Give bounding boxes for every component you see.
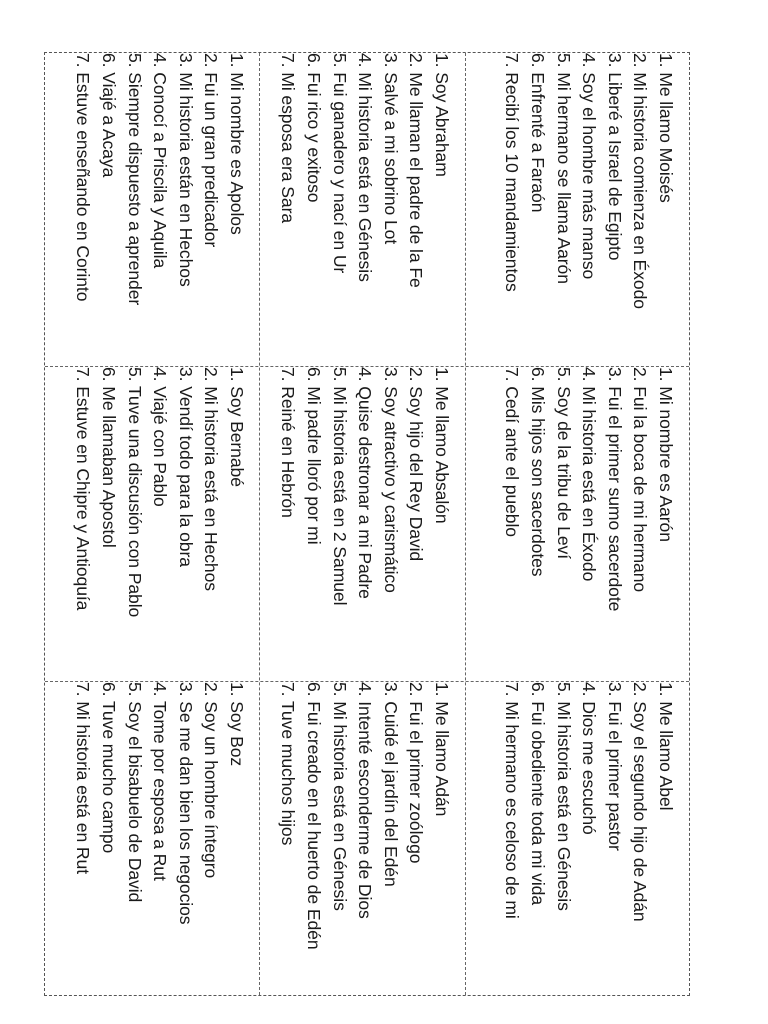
card-sheet: [44, 52, 690, 996]
clue-item: 3. Fui el primer sumo sacerdote: [604, 367, 625, 612]
clue-item: 2. Me llaman el padre de la Fe: [406, 53, 427, 288]
clue-item: 7. Tuve muchos hijos: [278, 682, 299, 846]
clue-item: 4. Mi historia está en Éxodo: [579, 367, 600, 582]
clue-list: [275, 53, 454, 366]
clue-item: 4. Tome por esposa a Rut: [150, 682, 171, 881]
clue-card-absalon: [260, 367, 465, 681]
clue-card-apolos: [45, 53, 259, 366]
clue-list: [499, 682, 678, 996]
clue-item: 6. Mis hijos son sacerdotes: [528, 367, 549, 577]
clue-item: 3. Fui el primer pastor: [604, 682, 625, 851]
clue-item: 3. Liberé a Israel de Egipto: [604, 53, 625, 261]
clue-item: 7. Estuve enseñando en Corinto: [73, 53, 94, 302]
clue-item: 5. Tuve una discusión con Pablo: [124, 367, 145, 618]
clue-item: 2. Soy el segundo hijo de Adán: [630, 682, 651, 922]
card-content: [457, 53, 682, 366]
clue-item: 1. Me llamo Moisés: [656, 53, 676, 203]
clue-item: 6. Enfrenté a Faraón: [528, 53, 549, 213]
clue-card-abraham: [260, 53, 465, 366]
card-content: [253, 367, 458, 681]
card-content: [253, 53, 458, 366]
clue-item: 2. Soy hijo del Rey David: [406, 367, 427, 562]
clue-card-bernabe: [45, 367, 259, 681]
clue-item: 1. Soy Bernabé: [227, 367, 247, 487]
clue-item: 5. Soy el bisabuelo de David: [124, 682, 145, 903]
clue-item: 4. Dios me escuchó: [579, 682, 600, 835]
clue-item: 6. Me llamaban Apostol: [99, 367, 120, 548]
clue-item: 1. Me llamo Adán: [432, 682, 452, 817]
clue-item: 7. Recibí los 10 mandamientos: [502, 53, 523, 292]
clue-item: 7. Mi hermano es celoso de mi: [502, 682, 523, 919]
clue-card-aaron: [466, 367, 691, 681]
clue-item: 4. Conocí a Priscila y Aquila: [150, 53, 171, 269]
card-content: [39, 682, 253, 996]
clue-list: [70, 53, 249, 366]
clue-item: 4. Mi historia está en Génesis: [355, 53, 376, 282]
clue-item: 4. Quise destronar a mi Padre: [355, 367, 376, 599]
clue-item: 2. Fui la boca de mi hermano: [630, 367, 651, 593]
clue-card-booz: [45, 682, 259, 996]
clue-item: 1. Me llamo Abel: [656, 682, 676, 811]
clue-item: 4. Soy el hombre más manso: [579, 53, 600, 280]
clue-list: [275, 367, 454, 681]
card-content: [457, 367, 682, 681]
clue-item: 6. Fui obediente toda mi vida: [528, 682, 549, 906]
clue-item: 3. Salvé a mi sobrino Lot: [380, 53, 401, 245]
clue-item: 5. Soy de la tribu de Leví: [553, 367, 574, 560]
clue-item: 7. Estuve en Chipre y Antioquía: [73, 367, 94, 611]
clue-item: 5. Mi historia está en 2 Samuel: [329, 367, 350, 606]
clue-item: 6. Fui rico y exitoso: [304, 53, 325, 203]
clue-item: 1. Me llamo Absalón: [432, 367, 452, 524]
clue-list: [499, 367, 678, 681]
clue-card-abel: [466, 682, 691, 996]
clue-item: 3. Cuidé el jardín del Edén: [380, 682, 401, 887]
clue-list: [499, 53, 678, 366]
clue-list: [70, 682, 249, 996]
clue-item: 2. Fui el primer zoólogo: [406, 682, 427, 864]
card-content: [457, 682, 682, 996]
clue-item: 3. Mi historia están en Hechos: [175, 53, 196, 287]
clue-item: 5. Mi hermano se llama Aarón: [553, 53, 574, 284]
clue-item: 4. Viajé con Pablo: [150, 367, 171, 507]
clue-item: 3. Se me dan bien los negocios: [175, 682, 196, 925]
clue-list: [275, 682, 454, 996]
clue-item: 7. Mi historia está en Rut: [73, 682, 94, 874]
card-content: [253, 682, 458, 996]
clue-item: 2. Fui un gran predicador: [201, 53, 222, 248]
clue-item: 4. Intenté esconderme de Dios: [355, 682, 376, 919]
card-content: [39, 53, 253, 366]
clue-item: 7. Reiné en Hebrón: [278, 367, 299, 518]
clue-item: 2. Soy un hombre íntegro: [201, 682, 222, 879]
clue-item: 5. Fui ganadero y nací en Ur: [329, 53, 350, 274]
clue-item: 1. Mi nombre es Apolos: [227, 53, 247, 235]
clue-item: 7. Mi esposa era Sara: [278, 53, 299, 224]
card-content: [39, 367, 253, 681]
clue-list: [70, 367, 249, 681]
clue-item: 1. Soy Abraham: [432, 53, 452, 177]
clue-item: 5. Siempre dispuesto a aprender: [124, 53, 145, 306]
clue-item: 5. Mi historia está en Génesis: [553, 682, 574, 911]
clue-item: 6. Mi padre lloró por mi: [304, 367, 325, 545]
clue-card-moises: [466, 53, 691, 366]
clue-item: 6. Tuve mucho campo: [99, 682, 120, 854]
clue-card-adan: [260, 682, 465, 996]
clue-item: 2. Mi historia comienza en Éxodo: [630, 53, 651, 309]
clue-item: 5. Mi historia está en Génesis: [329, 682, 350, 911]
clue-item: 1. Soy Boz: [227, 682, 247, 767]
clue-item: 1. Mi nombre es Aarón: [656, 367, 676, 542]
clue-item: 6. Fui creado en el huerto de Edén: [304, 682, 325, 950]
clue-item: 2. Mi historia está en Hechos: [201, 367, 222, 591]
clue-item: 7. Cedí ante el pueblo: [502, 367, 523, 537]
clue-item: 3. Vendí todo para la obra: [175, 367, 196, 567]
clue-item: 6. Viajé a Acaya: [99, 53, 120, 178]
clue-item: 3. Soy atractivo y carismático: [380, 367, 401, 593]
